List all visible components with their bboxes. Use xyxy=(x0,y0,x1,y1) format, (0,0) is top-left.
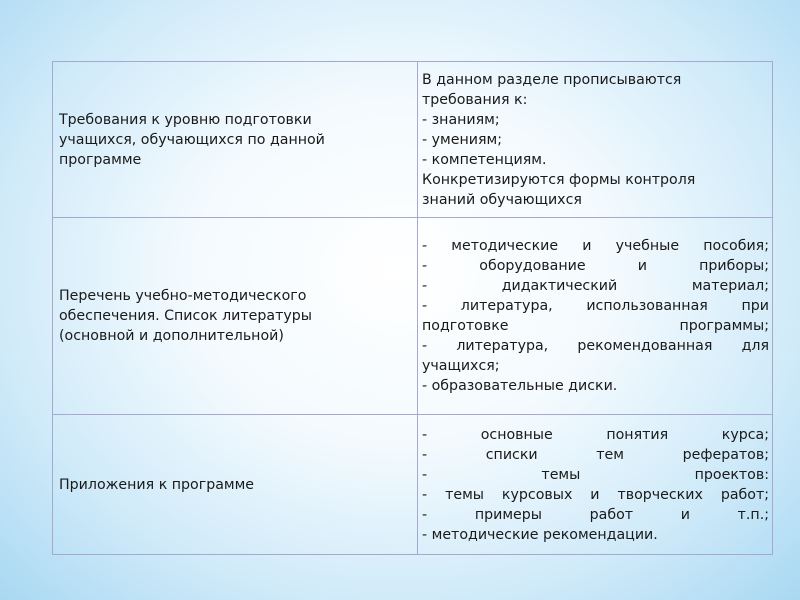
row-label-methodological-support xyxy=(53,218,418,415)
desc-line: - основные понятия курса; xyxy=(422,426,769,443)
label-line: программе xyxy=(59,151,142,168)
table-row xyxy=(53,218,773,415)
desc-line: подготовке программы; xyxy=(422,318,769,334)
desc-line: - литература, рекомендованная для xyxy=(422,338,769,354)
row-description-appendices xyxy=(418,415,773,555)
desc-line: учащихся; xyxy=(422,358,500,374)
row-label-appendices xyxy=(53,415,418,555)
row-label-requirements xyxy=(53,62,418,218)
row-description-requirements xyxy=(418,62,773,218)
table-row xyxy=(53,62,773,218)
desc-line: требования к: xyxy=(422,91,528,108)
desc-line: - примеры работ и т.п.; xyxy=(422,506,769,523)
desc-line: - образовательные диски. xyxy=(422,378,618,394)
desc-line: - методические и учебные пособия; xyxy=(422,238,769,254)
desc-line: В данном разделе прописываются xyxy=(422,71,682,88)
label-line: Требования к уровню подготовки xyxy=(59,111,312,128)
label-line: Приложения к программе xyxy=(59,476,255,493)
desc-line: - дидактический материал; xyxy=(422,278,769,294)
desc-line: - знаниям; xyxy=(422,111,500,128)
table-row xyxy=(53,415,773,555)
label-line: (основной и дополнительной) xyxy=(59,328,284,344)
desc-line: Конкретизируются формы контроля xyxy=(422,171,696,188)
label-line: Перечень учебно-методического xyxy=(59,288,307,304)
desc-line: - умениям; xyxy=(422,131,502,148)
label-line: учащихся, обучающихся по данной xyxy=(59,131,325,148)
desc-line: - списки тем рефератов; xyxy=(422,446,769,463)
desc-line: - методические рекомендации. xyxy=(422,526,658,543)
desc-line: - оборудование и приборы; xyxy=(422,258,769,274)
desc-line: - литература, использованная при xyxy=(422,298,769,314)
desc-line: - компетенциям. xyxy=(422,151,547,168)
desc-line: знаний обучающихся xyxy=(422,191,582,208)
desc-line: - темы курсовых и творческих работ; xyxy=(422,486,769,503)
content-table xyxy=(52,61,773,555)
row-description-methodological-support xyxy=(418,218,773,415)
label-line: обеспечения. Список литературы xyxy=(59,308,312,324)
desc-line: - темы проектов: xyxy=(422,466,769,483)
